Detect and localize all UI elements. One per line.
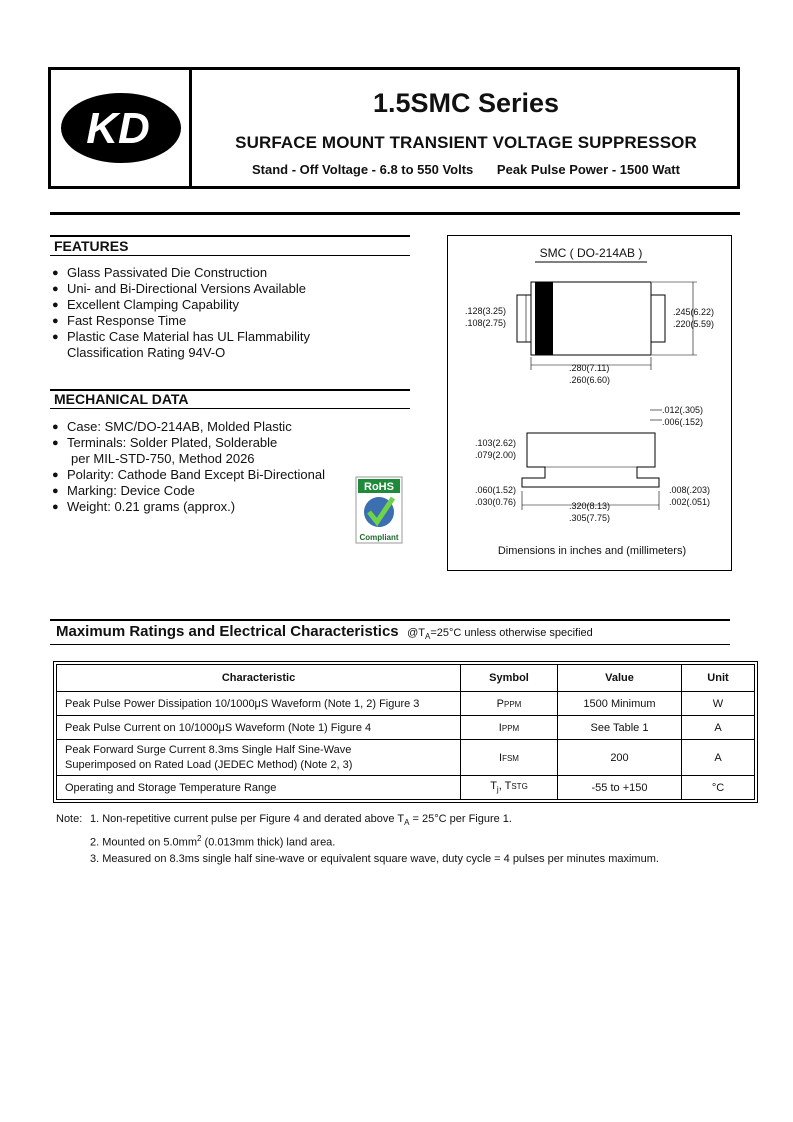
col-symbol: Symbol (461, 665, 558, 692)
dim-label: .260(6.60) (569, 375, 611, 385)
note-text: 1. Non-repetitive current pulse per Figure 4 and derated above T (90, 813, 405, 825)
note-3: 3. Measured on 8.3ms single half sine-wave or equivalent square wave, duty cycle = 4 pulses per minutes maximum. (90, 852, 659, 865)
characteristic-cell (57, 740, 461, 776)
condition-sub: A (424, 632, 431, 642)
dim-label: .006(.152) (662, 417, 704, 427)
list-item: ● Case: SMC/DO-214AB, Molded Plastic (52, 419, 432, 435)
ratings-heading: Maximum Ratings and Electrical Characteristics (56, 623, 399, 640)
page-subtitle: SURFACE MOUNT TRANSIENT VOLTAGE SUPPRESSOR (235, 133, 697, 152)
list-item: ● Excellent Clamping Capability (52, 297, 432, 313)
symbol-cell (461, 776, 558, 800)
characteristic-line: Peak Forward Surge Current 8.3ms Single Half Sine-Wave (65, 743, 352, 756)
header-rule (50, 212, 740, 215)
ratings-heading-line (56, 623, 593, 641)
rohs-compliant: Compliant (359, 533, 399, 542)
list-item: per MIL-STD-750, Method 2026 (71, 451, 255, 466)
characteristic-cell: Peak Pulse Power Dissipation 10/1000μS Waveform (Note 1, 2) Figure 3 (57, 692, 461, 716)
peak-pulse-power: Peak Pulse Power - 1500 Watt (496, 162, 680, 177)
dim-label: .305(7.75) (569, 513, 611, 523)
page-title: 1.5SMC Series (372, 88, 560, 118)
package-title: SMC ( DO-214AB ) (539, 246, 643, 260)
table-row (57, 740, 755, 776)
ratings-table (56, 664, 755, 800)
symbol-sub: STG (511, 782, 528, 792)
symbol-cell (461, 692, 558, 716)
package-side-view (522, 433, 659, 487)
symbol-main: I (499, 751, 503, 764)
characteristic-cell: Operating and Storage Temperature Range (57, 776, 461, 800)
list-item: ● Marking: Device Code (52, 483, 432, 499)
rohs-label: RoHS (364, 481, 394, 493)
mechanical-rule-bottom (50, 408, 410, 409)
note-text: = 25°C per Figure 1. (409, 813, 512, 825)
value-cell: 1500 Minimum (558, 692, 682, 716)
rating-line (192, 162, 740, 177)
dim-label: .220(5.59) (673, 319, 715, 329)
list-item: ● Polarity: Cathode Band Except Bi-Directional (52, 467, 432, 483)
symbol-sub: PPM (501, 723, 520, 733)
features-rule-top (50, 235, 410, 237)
list-item: ● Terminals: Solder Plated, Solderable (52, 435, 432, 451)
symbol-sub: PPM (504, 699, 522, 709)
symbol-cell (461, 716, 558, 740)
package-drawing (447, 235, 732, 571)
col-unit: Unit (682, 665, 755, 692)
standoff-voltage: Stand - Off Voltage - 6.8 to 550 Volts (252, 162, 474, 177)
table-row (57, 716, 755, 740)
list-item: ● Plastic Case Material has UL Flammability (52, 329, 432, 345)
dim-label: .008(.203) (669, 485, 711, 495)
note-1 (90, 811, 730, 831)
characteristic-line: Superimposed on Rated Load (JEDEC Method) (Note 2, 3) (65, 758, 353, 771)
symbol-main: I (498, 721, 502, 734)
col-value: Value (558, 665, 682, 692)
mechanical-heading: MECHANICAL DATA (54, 391, 189, 407)
note-sup: 2 (197, 834, 202, 844)
dim-label: .060(1.52) (475, 485, 517, 495)
dim-label: .108(2.75) (465, 318, 507, 328)
note-sub: A (404, 818, 410, 828)
dim-label: .030(0.76) (475, 497, 517, 507)
ratings-table-frame (53, 661, 758, 803)
table-row (57, 776, 755, 800)
symbol-sub: j (496, 785, 499, 795)
symbol-main: T (490, 780, 497, 793)
table-header-row (57, 665, 755, 692)
dim-label: .245(6.22) (673, 307, 715, 317)
characteristic-cell: Peak Pulse Current on 10/1000μS Waveform (Note 1) Figure 4 (57, 716, 461, 740)
note-text: (0.013mm thick) land area. (201, 836, 336, 849)
list-item: ● Weight: 0.21 grams (approx.) (52, 499, 432, 515)
symbol-cell (461, 740, 558, 776)
symbol-main: , T (498, 780, 512, 793)
note-2 (90, 831, 730, 851)
package-caption: Dimensions in inches and (millimeters) (497, 545, 687, 557)
features-list (52, 265, 432, 361)
unit-cell: °C (682, 776, 755, 800)
ratings-rule-bottom (50, 644, 730, 645)
kd-logo (60, 92, 182, 164)
dim-label: .079(2.00) (475, 450, 517, 460)
symbol-sub: FSM (502, 753, 519, 763)
value-cell: See Table 1 (558, 716, 682, 740)
dim-label: .280(7.11) (569, 363, 610, 373)
dim-label: .320(8.13) (569, 501, 611, 511)
value-cell: 200 (558, 740, 682, 776)
note-text: 2. Mounted on 5.0mm (90, 836, 198, 849)
list-item: ● Glass Passivated Die Construction (52, 265, 432, 281)
ratings-condition (407, 627, 593, 642)
dim-label: .103(2.62) (475, 438, 517, 448)
symbol-main: P (496, 697, 504, 710)
list-item: ● Fast Response Time (52, 313, 432, 329)
logo-text: KD (86, 104, 150, 153)
notes-list (90, 811, 730, 867)
unit-cell: A (682, 716, 755, 740)
unit-cell: W (682, 692, 755, 716)
rohs-badge (355, 476, 403, 544)
ratings-rule-top (50, 619, 730, 621)
features-heading: FEATURES (54, 238, 129, 254)
dim-label: .002(.051) (669, 497, 711, 507)
condition-rest: =25°C unless otherwise specified (430, 627, 593, 639)
value-cell: -55 to +150 (558, 776, 682, 800)
notes-label: Note: (56, 813, 83, 825)
list-item: Classification Rating 94V-O (67, 345, 226, 360)
list-item: ● Uni- and Bi-Directional Versions Available (52, 281, 432, 297)
features-rule-bottom (50, 255, 410, 256)
unit-cell: A (682, 740, 755, 776)
table-row (57, 692, 755, 716)
cathode-band (535, 282, 553, 355)
condition-prefix: @T (407, 627, 425, 639)
col-characteristic: Characteristic (57, 665, 461, 692)
dim-label: .012(.305) (662, 405, 704, 415)
dim-label: .128(3.25) (465, 306, 507, 316)
